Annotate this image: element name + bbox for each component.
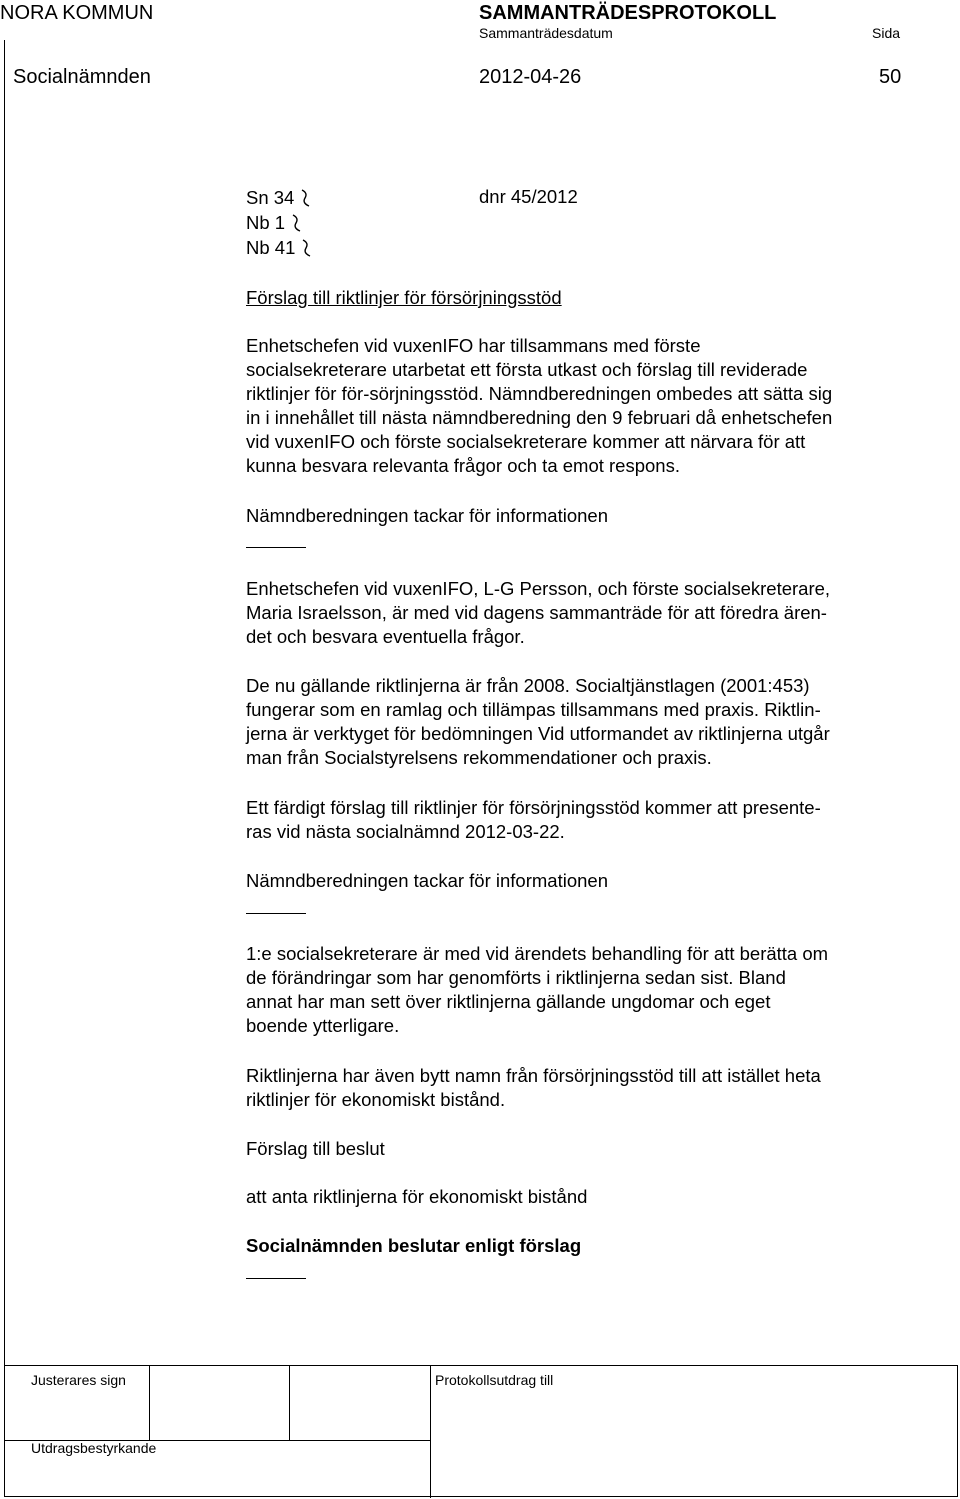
ref-sn: [246, 186, 312, 210]
separator-line: [246, 547, 306, 548]
text-line: att anta riktlinjerna för ekonomiskt bistånd: [246, 1186, 588, 1207]
paragraph-rename: [246, 1064, 926, 1112]
text-line: Riktlinjerna har även bytt namn från försörjningsstöd till att istället heta: [246, 1065, 821, 1086]
text-line: socialsekreterare utarbetat ett första utkast och förslag till reviderade: [246, 359, 808, 380]
decision-statement: [246, 1234, 926, 1258]
paragraph-background: [246, 334, 926, 478]
text-line: Maria Israelsson, är med vid dagens sammanträde för att föredra ären-: [246, 602, 827, 623]
text-line: De nu gällande riktlinjerna är från 2008. Socialtjänstlagen (2001:453): [246, 675, 810, 696]
protocol-extract-label: Protokollsutdrag till: [435, 1372, 554, 1388]
proposal-text: [246, 1185, 926, 1209]
paragraph-final-proposal: [246, 796, 926, 844]
text-line: boende ytterligare.: [246, 1015, 400, 1036]
text-line: Förslag till beslut: [246, 1138, 385, 1159]
text-line: riktlinjer för för-sörjningsstöd. Nämndberedningen ombedes att sätta sig: [246, 383, 833, 404]
dnr-number: dnr 45/2012: [479, 186, 578, 207]
table-divider: [289, 1366, 290, 1440]
separator-line: [246, 913, 306, 914]
text-line: 1:e socialsekreterare är med vid ärendets behandling för att berätta om: [246, 943, 829, 964]
municipality-name: NORA KOMMUN: [0, 2, 154, 24]
document-title: SAMMANTRÄDESPROTOKOLL: [479, 2, 777, 24]
text-line: riktlinjer för ekonomiskt bistånd.: [246, 1089, 506, 1110]
meeting-date: 2012-04-26: [479, 66, 582, 88]
page-number: 50: [879, 66, 902, 88]
paragraph-presenters: [246, 577, 926, 649]
text-line: vid vuxenIFO och förste socialsekreterare kommer att närvara för att: [246, 431, 806, 452]
ref-nb1-text: Nb 1: [246, 212, 286, 233]
text-line: Nämndberedningen tackar för informationen: [246, 505, 608, 526]
text-line: det och besvara eventuella frågor.: [246, 626, 525, 647]
text-line: Ett färdigt förslag till riktlinjer för försörjningsstöd kommer att presente-: [246, 797, 821, 818]
table-divider: [149, 1366, 150, 1440]
paragraph-thanks-2: [246, 869, 926, 893]
paragraph-thanks-1: [246, 504, 926, 528]
text-line: Nämndberedningen tackar för informationen: [246, 870, 608, 891]
section-heading: [246, 286, 926, 310]
text-line: Enhetschefen vid vuxenIFO har tillsammans med förste: [246, 335, 701, 356]
text-line: in i innehållet till nästa nämndberedning den 9 februari då enhetschefen: [246, 407, 833, 428]
left-margin-rule: [4, 40, 5, 1495]
adjusters-sign-label: Justerares sign: [31, 1372, 126, 1388]
text-line: annat har man sett över riktlinjerna gällande ungdomar och eget: [246, 991, 771, 1012]
extract-certifier-label: Utdragsbestyrkande: [31, 1440, 157, 1456]
text-line: man från Socialstyrelsens rekommendationer och praxis.: [246, 747, 712, 768]
table-divider: [430, 1366, 431, 1498]
ref-nb1: [246, 211, 303, 235]
paragraph-changes: [246, 942, 926, 1038]
paragraph-current-guidelines: [246, 674, 926, 770]
section-heading-text: Förslag till riktlinjer för försörjningsstöd: [246, 287, 562, 308]
text-line: jerna är verktyget för bedömningen Vid utformandet av riktlinjerna utgår: [246, 723, 830, 744]
text-line: kunna besvara relevanta frågor och ta emot respons.: [246, 455, 680, 476]
text-line: de förändringar som har genomförts i riktlinjerna sedan sist. Bland: [246, 967, 786, 988]
proposal-heading: [246, 1137, 926, 1161]
decision-text: Socialnämnden beslutar enligt förslag: [246, 1235, 582, 1256]
tick-mark-icon: [291, 213, 303, 233]
text-line: Enhetschefen vid vuxenIFO, L-G Persson, och förste socialsekreterare,: [246, 578, 831, 599]
footer-signature-table: [4, 1365, 958, 1497]
ref-nb41-text: Nb 41: [246, 237, 296, 258]
tick-mark-icon: [301, 238, 313, 258]
page-label: Sida: [872, 25, 901, 41]
ref-nb41: [246, 236, 313, 260]
text-line: ras vid nästa socialnämnd 2012-03-22.: [246, 821, 565, 842]
separator-line: [246, 1278, 306, 1279]
tick-mark-icon: [300, 188, 312, 208]
text-line: fungerar som en ramlag och tillämpas tillsammans med praxis. Riktlin-: [246, 699, 821, 720]
committee-name: Socialnämnden: [13, 66, 151, 88]
meeting-date-label: Sammanträdesdatum: [479, 25, 613, 41]
ref-sn-text: Sn 34: [246, 187, 295, 208]
